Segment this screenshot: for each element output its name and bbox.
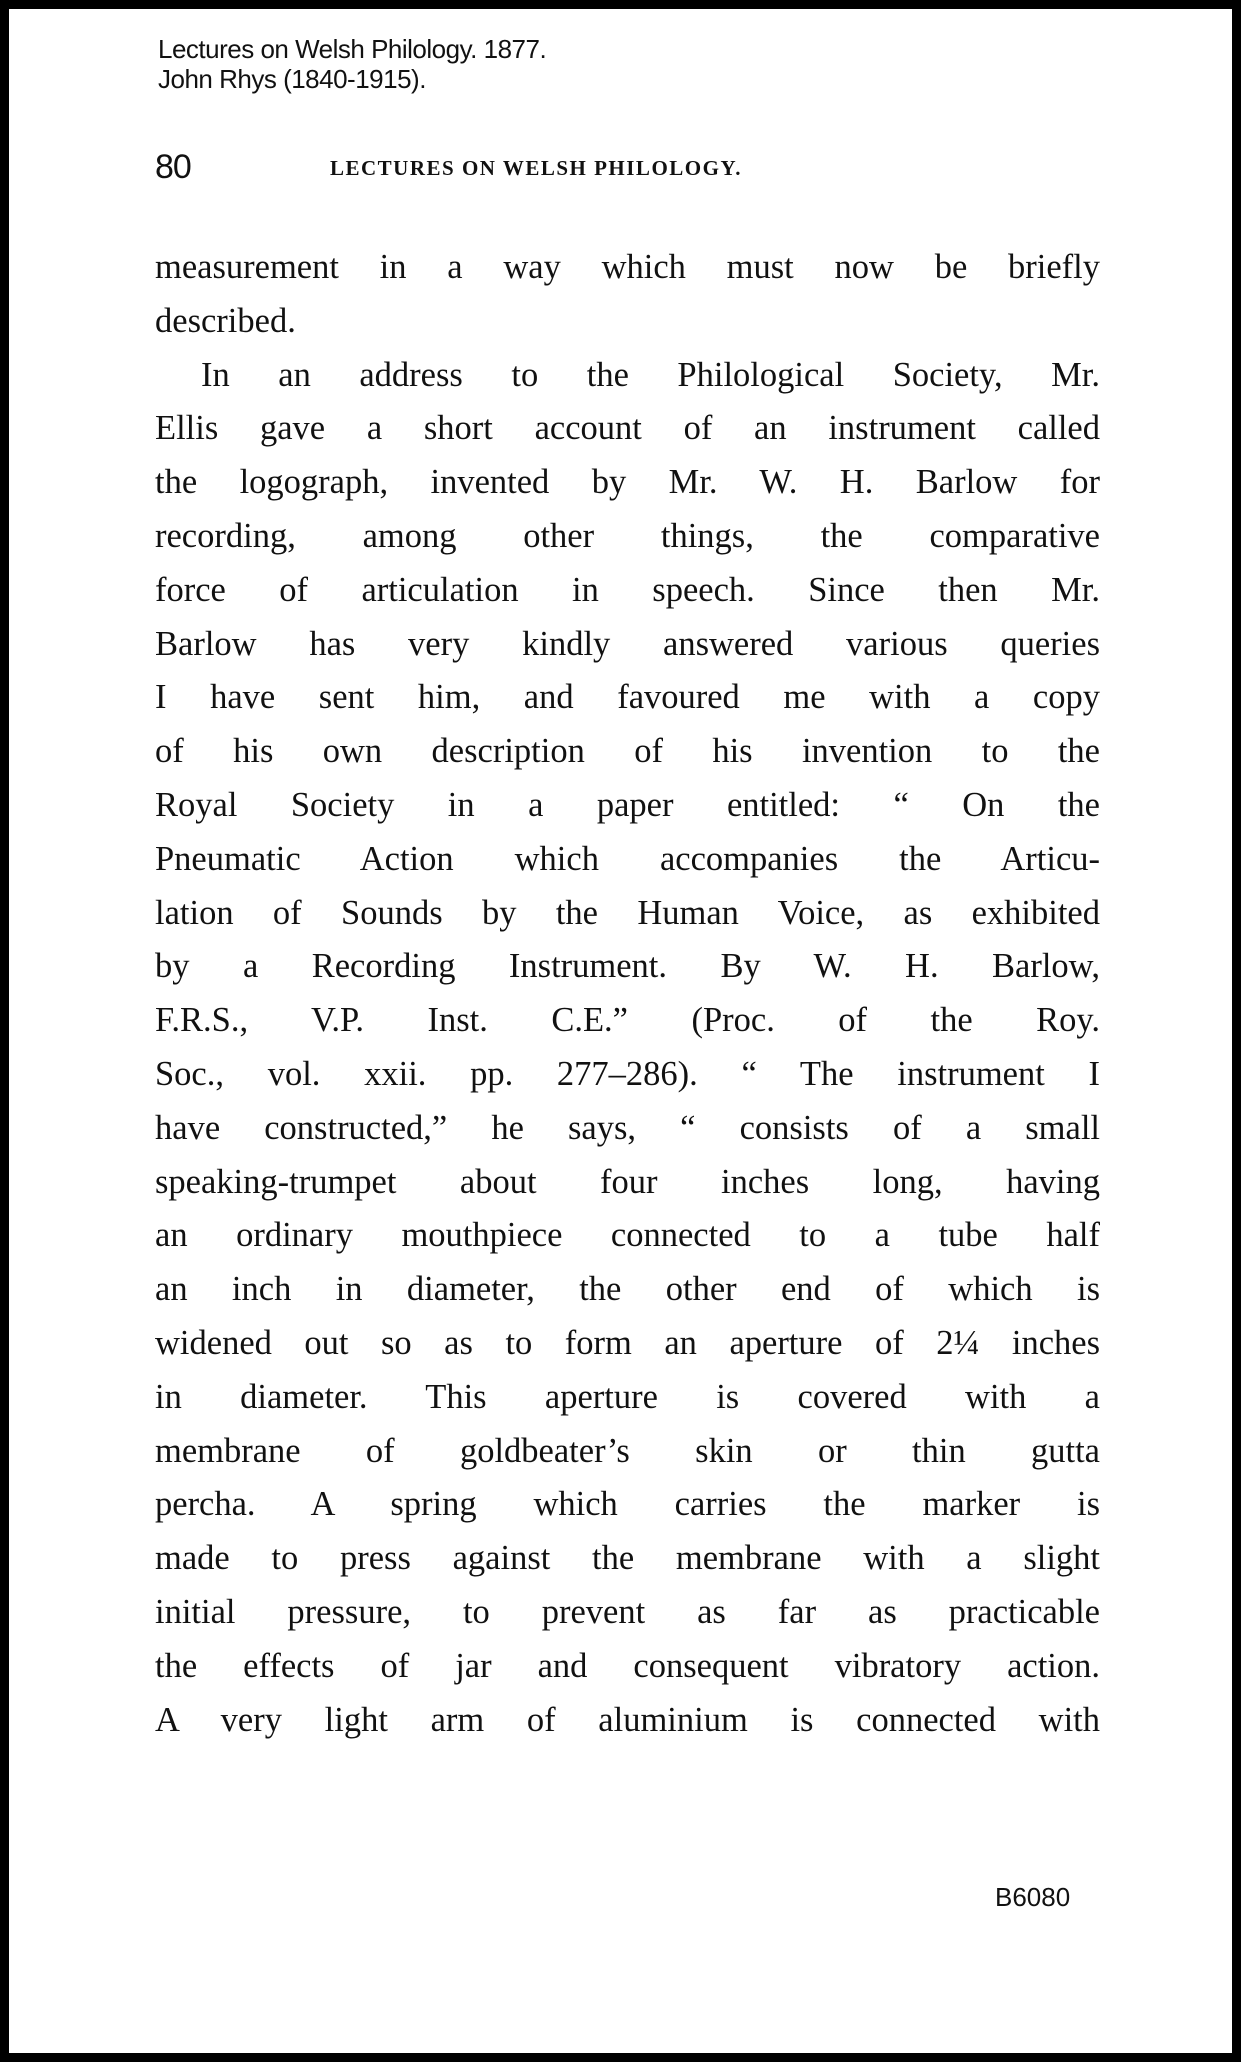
text-line: membrane of goldbeater’s skin or thin gutta bbox=[155, 1431, 1100, 1470]
text-line: speaking-trumpet about four inches long, having bbox=[155, 1162, 1100, 1201]
body-text bbox=[155, 241, 1100, 1747]
text-line: measurement in a way which must now be briefly bbox=[155, 248, 1100, 286]
text-line: by a Recording Instrument. By W. H. Barlow, bbox=[155, 947, 1100, 986]
text-line: force of articulation in speech. Since then Mr. bbox=[155, 570, 1100, 609]
text-line: in diameter. This aperture is covered with a bbox=[155, 1377, 1100, 1416]
text-line: the effects of jar and consequent vibratory action. bbox=[155, 1646, 1100, 1685]
text-line: A very light arm of aluminium is connected with bbox=[155, 1700, 1100, 1739]
text-line: percha. A spring which carries the marker is bbox=[155, 1485, 1100, 1524]
text-line: have constructed,” he says, “ consists of a small bbox=[155, 1108, 1100, 1147]
text-line: F.R.S., V.P. Inst. C.E.” (Proc. of the Roy. bbox=[155, 1001, 1100, 1040]
text-line: Barlow has very kindly answered various queries bbox=[155, 624, 1100, 663]
text-line: recording, among other things, the comparative bbox=[155, 516, 1100, 555]
page-number: 80 bbox=[155, 148, 191, 186]
text-line: an ordinary mouthpiece connected to a tube half bbox=[155, 1216, 1100, 1255]
text-line: Royal Society in a paper entitled: “ On the bbox=[155, 785, 1100, 824]
text-line: In an address to the Philological Society, Mr. bbox=[201, 355, 1100, 394]
running-title: LECTURES ON WELSH PHILOLOGY. bbox=[330, 156, 742, 180]
text-line: Ellis gave a short account of an instrument called bbox=[155, 409, 1100, 448]
document-code: B6080 bbox=[995, 1882, 1071, 1912]
text-line: Pneumatic Action which accompanies the Articu- bbox=[155, 839, 1100, 878]
text-line: described. bbox=[155, 301, 296, 340]
text-line: an inch in diameter, the other end of which is bbox=[155, 1270, 1100, 1309]
text-line: Soc., vol. xxii. pp. 277–286). “ The instrument I bbox=[155, 1054, 1100, 1093]
text-line: lation of Sounds by the Human Voice, as exhibited bbox=[155, 893, 1100, 932]
text-line: I have sent him, and favoured me with a copy bbox=[155, 678, 1100, 717]
caption-author: John Rhys (1840-1915). bbox=[158, 64, 426, 94]
caption-title: Lectures on Welsh Philology. 1877. bbox=[158, 34, 547, 64]
text-line: widened out so as to form an aperture of 2¼ inches bbox=[155, 1323, 1100, 1362]
text-line: made to press against the membrane with a slight bbox=[155, 1539, 1100, 1578]
catalog-caption bbox=[158, 34, 546, 94]
text-line: of his own description of his invention to the bbox=[155, 732, 1100, 771]
text-line: initial pressure, to prevent as far as practicable bbox=[155, 1592, 1100, 1631]
text-line: the logograph, invented by Mr. W. H. Barlow for bbox=[155, 463, 1100, 502]
